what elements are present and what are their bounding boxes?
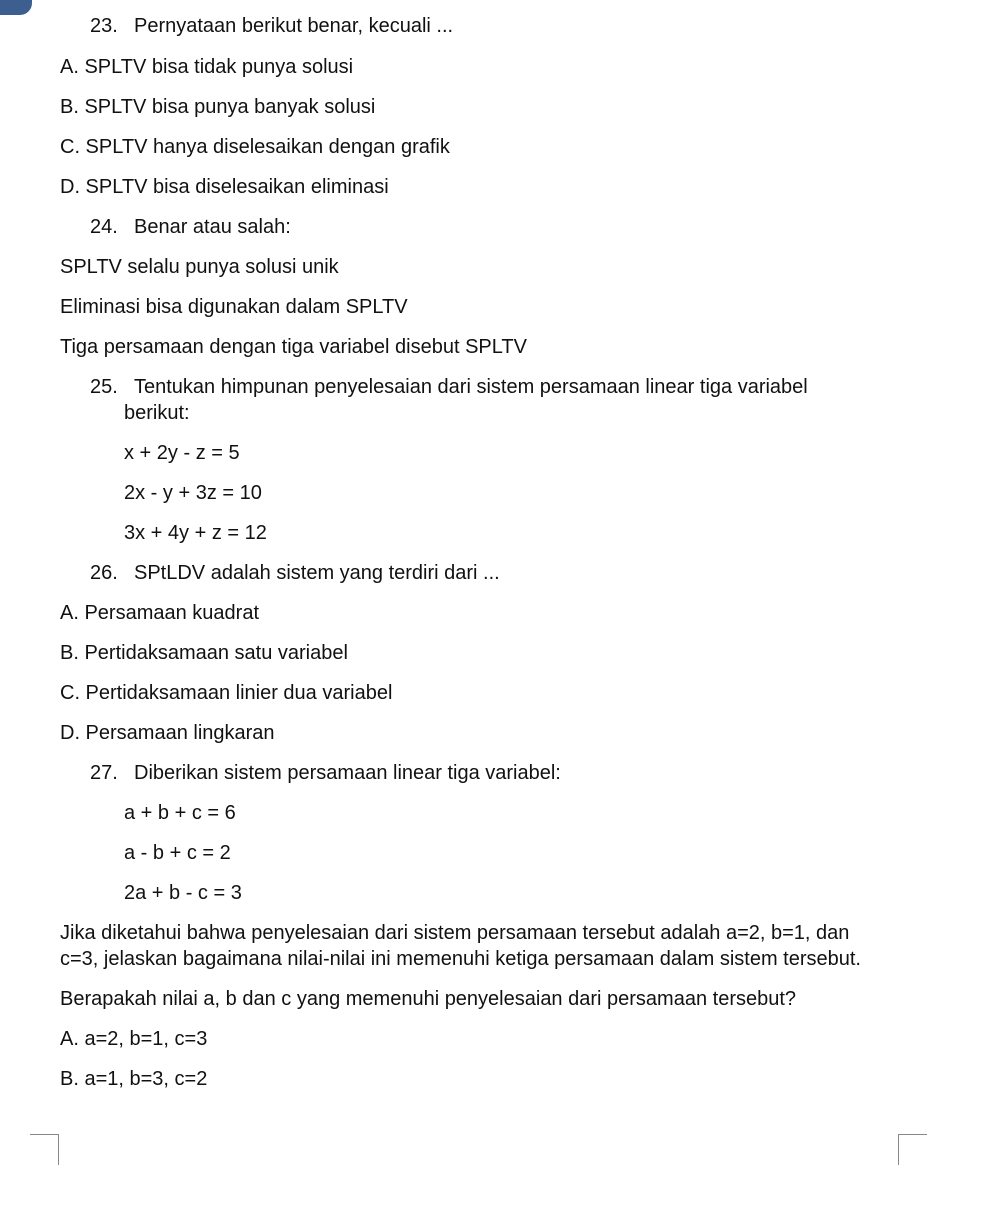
question-27-paragraph-line-2: c=3, jelaskan bagaimana nilai-nilai ini memenuhi ketiga persamaan dalam sistem tersebut.	[60, 948, 861, 970]
corner-tab-decoration	[0, 0, 32, 15]
question-23-option-d: D. SPLTV bisa diselesaikan eliminasi	[60, 176, 389, 198]
question-26-number: 26.	[90, 562, 118, 584]
question-23-option-b: B. SPLTV bisa punya banyak solusi	[60, 96, 376, 118]
question-24-number: 24.	[90, 216, 118, 238]
question-24-statement-3: Tiga persamaan dengan tiga variabel disebut SPLTV	[60, 336, 527, 358]
question-27-equation-3: 2a + b - c = 3	[124, 882, 242, 904]
question-26	[90, 561, 500, 585]
question-27-paragraph-line-1: Jika diketahui bahwa penyelesaian dari sistem persamaan tersebut adalah a=2, b=1, dan	[60, 922, 850, 944]
question-25-number: 25.	[90, 376, 118, 398]
question-26-option-a: A. Persamaan kuadrat	[60, 602, 259, 624]
question-27-equation-2: a - b + c = 2	[124, 842, 231, 864]
question-23-text: Pernyataan berikut benar, kecuali ...	[134, 15, 454, 37]
question-27-question: Berapakah nilai a, b dan c yang memenuhi penyelesaian dari persamaan tersebut?	[60, 988, 797, 1010]
question-24-text: Benar atau salah:	[134, 216, 291, 238]
question-26-option-c: C. Pertidaksamaan linier dua variabel	[60, 682, 393, 704]
question-27-equation-1: a + b + c = 6	[124, 802, 236, 824]
question-24	[90, 215, 291, 239]
question-25-equation-1: x + 2y - z = 5	[124, 442, 240, 464]
crop-mark-left	[30, 1134, 59, 1165]
question-27-option-a: A. a=2, b=1, c=3	[60, 1028, 208, 1050]
question-26-text: SPtLDV adalah sistem yang terdiri dari ...	[134, 562, 500, 584]
question-25-text-line-1: Tentukan himpunan penyelesaian dari sistem persamaan linear tiga variabel	[134, 376, 808, 398]
question-25-text-line-2: berikut:	[124, 402, 190, 424]
question-23-number: 23.	[90, 15, 118, 37]
question-26-option-b: B. Pertidaksamaan satu variabel	[60, 642, 348, 664]
question-27-option-b: B. a=1, b=3, c=2	[60, 1068, 208, 1090]
question-24-statement-1: SPLTV selalu punya solusi unik	[60, 256, 339, 278]
question-23	[90, 14, 453, 38]
question-27-number: 27.	[90, 762, 118, 784]
question-25-equation-2: 2x - y + 3z = 10	[124, 482, 262, 504]
question-27-text: Diberikan sistem persamaan linear tiga variabel:	[134, 762, 561, 784]
question-23-option-c: C. SPLTV hanya diselesaikan dengan grafik	[60, 136, 450, 158]
question-25	[90, 375, 808, 399]
question-27	[90, 761, 561, 785]
crop-mark-right	[898, 1134, 927, 1165]
question-24-statement-2: Eliminasi bisa digunakan dalam SPLTV	[60, 296, 408, 318]
question-25-equation-3: 3x + 4y + z = 12	[124, 522, 267, 544]
question-23-option-a: A. SPLTV bisa tidak punya solusi	[60, 56, 354, 78]
question-26-option-d: D. Persamaan lingkaran	[60, 722, 275, 744]
